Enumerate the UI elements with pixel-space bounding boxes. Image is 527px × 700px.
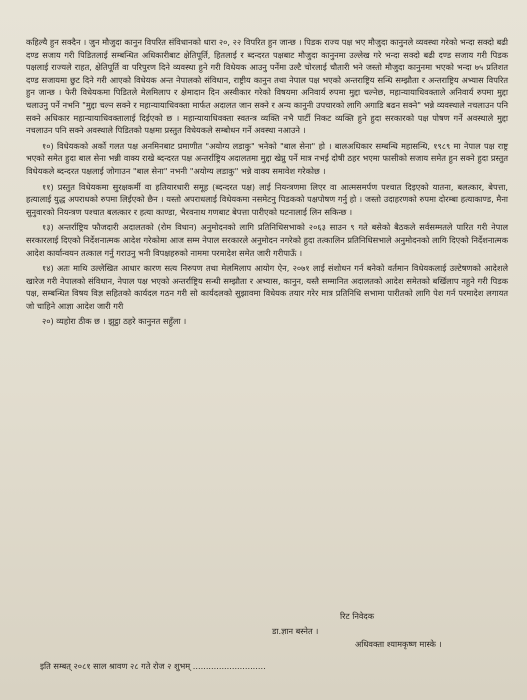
paragraph-continuation: कहिल्यै हुन सक्दैन । जुन मौजुदा कानुन विपरित संविधानको धारा २०, २२ विपरित हुन जान्छ । पिडक राज्य पक्ष भए मौजुदा कानुनले व्यवस्था गरेको भन्दा सक्दो बढी दण्ड सजाय गरी पिडितलाई सम्बन्धित अधिकारीबाट क्षेतिपूर्ति, हितलाई र ब्दन्दरत पक्षबाट मौजुदा कानुनमा उल्लेख गरे भन्दा सक्दो बढी दण्ड सजाय गरी पिडक पक्षलाई राज्यले राहत, क्षेतिपूर्ति वा परिपुरण दिने व्यवस्था हुने गरी विधेयक आउनु पर्नेमा उल्टै चोरलाई चौतारी भने जस्तो मौजुदा कानुनमा भएको भन्दा ७५ प्रतिशत दण्ड सजायमा छुट दिने गरी आएको विधेयक अन्त नेपालको संविधान, राष्ट्रीय कानुन तथा नेपाल पक्ष भएको अन्तराष्ट्रिय सन्धि सम्झौता र अन्तराष्ट्रिय अभ्यास विपरित हुन जान्छ । फेरी विधेयकमा पिडितले मेलमिलाप र क्षेमादान दिन अस्वीकार गरेको विषयमा अनिवार्य रुपमा मुद्दा चल्नेछ, महान्यायाधिवक्ताले अनिवार्य रुपमा मुद्दा चलाउनु पर्ने नभनि "मुद्दा चल्न सक्ने र महान्यायाधिवक्ता मार्फत अदालत जान सक्ने र अन्य कानुनी उपचारको लागि अगाडि बढन सक्ने" भन्ने व्यवस्थाले नचलाउन पनि सक्ने अधिकार महान्यायाधिवक्तालाई दिईएको छ । महान्यायाधिवक्ता स्वतन्त्र व्यक्ति नभै पार्टी निकट व्यक्ति हुने हुदा सरकारको पक्ष पोषण गर्ने अवस्थाले मुद्दा नचलाउन पनि सक्ने अवस्थाले पिडितको पक्षमा प्रस्तुत विधेयकले सम्बोधन गर्ने अवस्था नआउने । xyxy=(26,37,508,136)
paragraph-14: १४) अतः माथि उल्लेखित आधार कारण सत्य निरुपण तथा मेलमिलाप आयोग ऐन, २०७१ लाई संशोधन गर्न बनेको वर्तमान विधेयकलाई उल्टेषणको आदेशले खारेज गरी नेपालको संविधान, नेपाल पक्ष भएको अन्तर्राष्ट्रिय सन्धी सम्झौता र अभ्यास, कानुन, यस्तै सम्मानित अदालतको आदेश समेतको बर्खिलाप नहुने गरी पिडक पक्ष, सम्बन्धित विषय विज्ञ सहितको कार्यदल गठन गरी सो कार्यदलको सुझावमा विधेयक तयार गरेर मात्र प्रतिनिधि सभामा पारीतको लागि पेश गर्न परमादेश लगायत जो चाहिने आज्ञा आदेश जारी गरी xyxy=(26,263,508,311)
paragraph-20: २०) व्यहोरा ठीक छ । झुट्ठा ठहरे कानुनत सहुँला । xyxy=(42,316,187,327)
paragraph-10: १०) विधेयकको अर्को गलत पक्ष अनमिनबाट प्रमाणीत "अयोग्य लडाकु" भनेको "बाल सेना" हो । बालअधिकार सम्बन्धि महासन्धि, १९८९ मा नेपाल पक्ष राष्ट्र भएको समेत हुदा बाल सेना भन्नी वाक्य राखे ब्दन्दरत पक्ष अन्तर्राष्ट्रिय अदालतमा मुद्दा खेप्नु पर्ने मात्र नभई दोषी ठहर भएमा फासीको सजाय समेत हुन सक्ने हुदा प्रस्तुत विधेयकले ब्दन्दरत पक्षलाई जोगाउन "बाल सेना" नभनी "अयोग्य लडाकु" भन्ने वाक्य समावेश गरेकोछ । xyxy=(26,140,508,176)
paragraph-11: ११) प्रस्तुत विधेयकमा सुरक्षकर्मी वा हतियारधारी समूह (ब्दन्दरत पक्ष) लाई नियन्त्रणमा लिएर वा आत्मसमर्पण पश्चात दिइएको यातना, बलत्कार, बेपत्ता, हत्यालाई युद्ध अपराधको रुपमा लिईएको छैन । यस्तो अपराधलाई विधेयकमा नसमेटनु पिडकको पक्षपोषण गर्नु हो । जस्तो उदाहरणको रुपमा दोरम्बा हत्याकाण्ड, मैना सुनुवारको नियन्त्रण पश्चात बलत्कार र हत्या काण्डा, भैरवनाथ गणबाट बेपत्ता पारीएको घटनालाई लिन सकिन्छ । xyxy=(26,181,508,217)
advocate-name: अधिवक्ता श्यामकृष्ण मास्के । xyxy=(355,639,442,649)
document-body xyxy=(26,36,508,331)
paragraph-13: १३) अन्तर्राष्ट्रिय फौजदारी अदालतको (रोम विधान) अनुमोदनको लागि प्रतिनिधिसभाको २०६३ साउन ९ गते बसेको बैठकले सर्वसम्मतले पारित गरी नेपाल सरकारलाई दिएको निर्देशनात्मक आदेश गरेकोमा आज सम्म नेपाल सरकारले अनुमोदन नगरेको हुदा तत्कालिन प्रतिनिधिसभाले अनुमोदनको लागि दिएको निर्देशनात्मक आदेश कार्यान्वयन तत्काल गर्नु गराउनु भनी विपक्षहरुको नाममा परमादेश समेत जारी गरीपाऊँ । xyxy=(26,222,508,258)
petitioner-name: डा.ज्ञान बस्नेत । xyxy=(272,626,319,636)
date-line: इति सम्बत् २०८१ साल श्रावण २८ गते रोज २ शुभम् ............................ xyxy=(40,661,266,671)
petitioner-title: रिट निवेदक xyxy=(340,611,375,621)
